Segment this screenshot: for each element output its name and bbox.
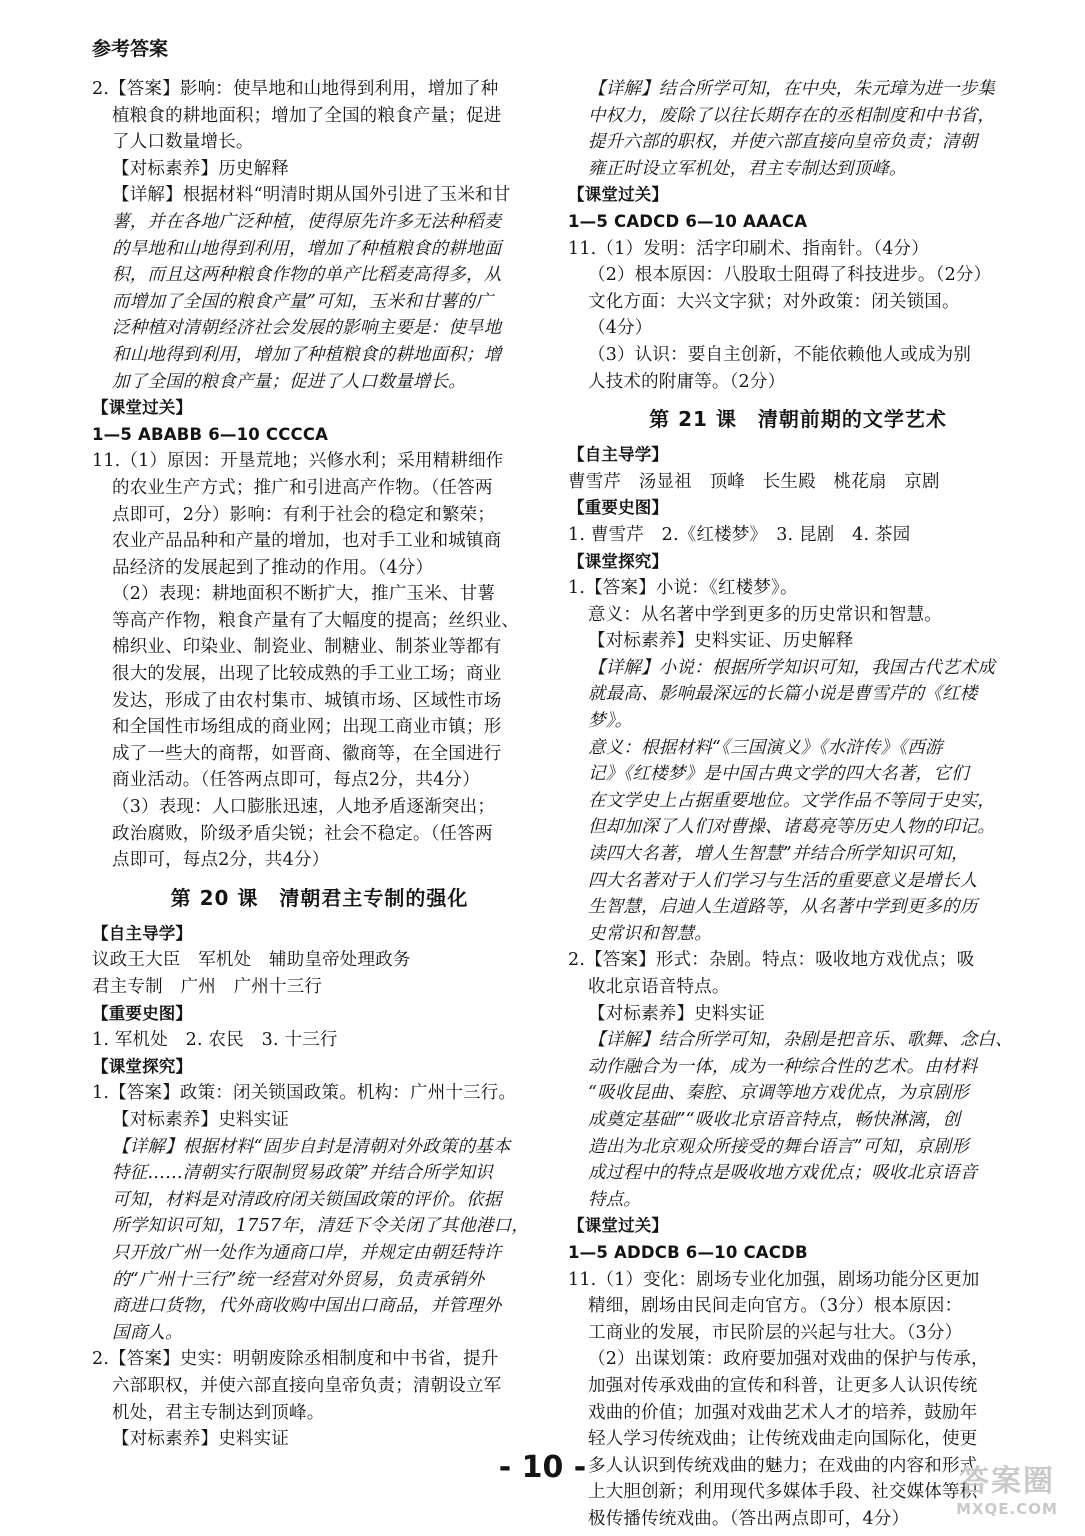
text-line: 史常识和智慧。 — [588, 923, 712, 944]
text-line: 戏曲的价值；加强对戏曲艺术人才的培养，鼓励年 — [588, 1402, 978, 1423]
text-line: （3）认识：要自主创新，不能依赖他人或成为别 — [588, 344, 972, 365]
text-line: 动作融合为一体，成为一种综合性的艺术。由材料 — [588, 1056, 978, 1077]
text-line: 成了一些大的商帮，如晋商、徽商等，在全国进行 — [112, 743, 502, 764]
lesson-title: 第 21 课 清朝前期的文学艺术 — [649, 407, 947, 432]
text-line: 意义：从名著中学到更多的历史常识和智慧。 — [588, 604, 942, 625]
text-line: 【对标素养】史料实证、历史解释 — [588, 631, 854, 652]
text-line: 梦》。 — [588, 711, 633, 732]
text-line: 【对标素养】史料实证 — [112, 1109, 289, 1130]
text-line: 积，而且这两种粮食作物的单产比稻麦高得多，从 — [112, 265, 502, 286]
text-line: 1.【答案】政策：闭关锁国政策。机构：广州十三行。 — [92, 1083, 517, 1104]
text-line: 2.【答案】形式：杂剧。特点：吸收地方戏优点；吸 — [568, 950, 975, 971]
text-line: （2）根本原因：八股取士阻碍了科技进步。（2分） — [588, 265, 992, 286]
section-heading: 【课堂过关】 — [568, 1216, 669, 1236]
text-line: 1. 军机处 2. 农民 3. 十三行 — [92, 1030, 338, 1051]
left-column — [92, 76, 547, 1453]
text-line: 商业活动。（任答两点即可，每点2分，共4分） — [112, 770, 480, 791]
text-line: 加了全国的粮食产量；促进了人口数量增长。 — [112, 371, 466, 392]
text-line: 2.【答案】影响：使旱地和山地得到利用，增加了种 — [92, 79, 499, 99]
right-column — [568, 76, 1028, 1532]
section-heading: 【课堂探究】 — [568, 551, 669, 571]
text-line: 造出为北京观众所接受的舞台语言”可知，京剧形 — [588, 1136, 969, 1157]
section-heading: 1—5 CADCD 6—10 AAACA — [568, 211, 808, 231]
text-line: 曹雪芹 汤显祖 顶峰 长生殿 桃花扇 京剧 — [568, 471, 940, 492]
text-line: 人技术的附庸等。（2分） — [588, 371, 786, 392]
text-line: 但却加深了人们对曹操、诸葛亮等历史人物的印记。 — [588, 817, 996, 838]
text-line: 在文学史上占据重要地位。文学作品不等同于史实， — [588, 790, 996, 811]
text-line: 所学知识可知，1757年，清廷下令关闭了其他港口， — [112, 1216, 530, 1237]
text-line: 发达，形成了由农村集市、城镇市场、区域性市场 — [112, 690, 502, 711]
text-line: 中权力，废除了以往长期存在的丞相制度和中书省， — [588, 105, 996, 126]
text-line: 极传播传统戏曲。（答出两点即可，4分） — [588, 1508, 910, 1529]
text-line: 【详解】根据材料“固步自封是清朝对外政策的基本 — [112, 1136, 511, 1157]
section-heading: 【课堂探究】 — [92, 1056, 193, 1076]
text-line: 而增加了全国的粮食产量”可知，玉米和甘薯的广 — [112, 291, 493, 312]
text-line: 四大名著对于人们学习与生活的重要意义是增长人 — [588, 870, 978, 891]
watermark-logo — [947, 1464, 1067, 1522]
section-heading: 【自主导学】 — [568, 445, 669, 465]
text-line: 11.（1）变化：剧场专业化加强，剧场功能分区更加 — [568, 1269, 980, 1290]
text-line: 轻人学习传统戏曲；让传统戏曲走向国际化，使更 — [588, 1429, 978, 1450]
section-heading: 【课堂过关】 — [92, 398, 193, 418]
text-line: 精细，剧场由民间走向官方。（3分）根本原因： — [588, 1296, 963, 1317]
section-heading: 【重要史图】 — [568, 498, 669, 518]
section-heading: 【重要史图】 — [92, 1003, 193, 1023]
text-line: 提升六部的职权，并使六部直接向皇帝负责；清朝 — [588, 132, 978, 153]
text-line: 的旱地和山地得到利用，增加了种植粮食的耕地面 — [112, 238, 502, 259]
text-line: 品经济的发展起到了推动的作用。（4分） — [112, 557, 434, 578]
section-heading: 1—5 ABABB 6—10 CCCCA — [92, 424, 329, 444]
text-line: 工商业的发展，市民阶层的兴起与壮大。（3分） — [588, 1322, 963, 1343]
text-line: 议政王大臣 军机处 辅助皇帝处理政务 — [92, 950, 411, 971]
text-line: 植粮食的耕地面积；增加了全国的粮食产量；促进 — [112, 105, 502, 126]
text-line: 加强对传承戏曲的宣传和科普，让更多人认识传统 — [588, 1375, 978, 1396]
text-line: 【详解】结合所学可知，在中央，朱元璋为进一步集 — [588, 79, 996, 99]
text-line: 国商人。 — [112, 1322, 183, 1343]
text-line: 上大胆创新；利用现代多媒体手段、社交媒体等积 — [588, 1482, 978, 1503]
text-line: 生智慧，启迪人生道路等，从名著中学到更多的历 — [588, 897, 978, 918]
text-line: 六部职权，并使六部直接向皇帝负责；清朝设立军 — [112, 1375, 502, 1396]
text-line: （4分） — [588, 318, 653, 339]
text-line: 点即可，2分）影响：有利于社会的稳定和繁荣； — [112, 504, 496, 525]
text-line: 11.（1）发明：活字印刷术、指南针。（4分） — [568, 238, 929, 259]
text-line: 薯，并在各地广泛种植，使得原先许多无法种稻麦 — [112, 211, 502, 232]
text-line: 成奠定基础”“吸收北京语音特点，畅快淋漓，创 — [588, 1109, 961, 1130]
text-line: 君主专制 广州 广州十三行 — [92, 977, 323, 997]
section-heading: 1—5 ADDCB 6—10 CACDB — [568, 1242, 808, 1262]
lesson-title: 第 20 课 清朝君主专制的强化 — [170, 885, 469, 910]
text-line: 泛种植对清朝经济社会发展的影响主要是：使旱地 — [112, 318, 502, 339]
text-line: 和全国性市场组成的商业网；出现工商业市镇；形 — [112, 717, 502, 738]
text-line: 商进口货物，代外商收购中国出口商品，并管理外 — [112, 1296, 502, 1317]
text-line: 雍正时设立军机处，君主专制达到顶峰。 — [588, 158, 907, 179]
text-line: 1. 曹雪芹 2.《红楼梦》 3. 昆剧 4. 茶园 — [568, 524, 911, 545]
text-line: 记》《红楼梦》是中国古典文学的四大名著，它们 — [588, 764, 969, 785]
text-line: 就最高、影响最深远的长篇小说是曹雪芹的《红楼 — [588, 684, 978, 705]
text-line: 特点。 — [588, 1189, 642, 1210]
text-line: 【详解】根据材料“明清时期从国外引进了玉米和甘 — [112, 185, 511, 206]
text-line: 的“广州十三行”统一经营对外贸易，负责承销外 — [112, 1269, 485, 1290]
text-line: 【对标素养】历史解释 — [112, 158, 289, 179]
text-line: “吸收昆曲、秦腔、京调等地方戏优点，为京剧形 — [588, 1083, 969, 1104]
text-line: 收北京语音特点。 — [588, 977, 730, 997]
text-line: 读四大名著，增人生智慧”并结合所学知识可知， — [588, 844, 969, 865]
text-line: 【详解】小说：根据所学知识可知，我国古代艺术成 — [588, 657, 996, 678]
text-line: 成过程中的特点是吸收地方戏优点；吸收北京语音 — [588, 1163, 978, 1184]
text-line: 可知，材料是对清政府闭关锁国政策的评价。依据 — [112, 1189, 502, 1210]
text-line: 文化方面：大兴文字狱；对外政策：闭关锁国。 — [588, 291, 960, 312]
section-heading: 【自主导学】 — [92, 923, 193, 943]
text-line: 【对标素养】史料实证 — [112, 1429, 289, 1450]
text-line: （3）表现：人口膨胀迅速，人地矛盾逐渐突出； — [112, 797, 496, 818]
text-line: 2.【答案】史实：明朝废除丞相制度和中书省，提升 — [92, 1349, 499, 1370]
section-heading: 【课堂过关】 — [568, 185, 669, 205]
text-line: 1.【答案】小说：《红楼梦》。 — [568, 578, 798, 599]
text-line: 11.（1）原因：开垦荒地；兴修水利；采用精耕细作 — [92, 451, 504, 472]
text-line: 只开放广州一处作为通商口岸，并规定由朝廷特许 — [112, 1242, 502, 1263]
text-line: 特征……清朝实行限制贸易政策”并结合所学知识 — [112, 1163, 493, 1184]
page-number: - 10 - — [498, 1450, 587, 1485]
text-line: 了人口数量增长。 — [112, 132, 254, 153]
watermark-text: 答案圈 — [959, 1464, 1055, 1499]
text-line: （2）出谋划策：政府要加强对戏曲的保护与传承， — [588, 1349, 989, 1370]
text-line: 和山地得到利用，增加了种植粮食的耕地面积；增 — [112, 344, 502, 365]
text-line: 很大的发展，出现了比较成熟的手工业工场；商业 — [112, 664, 502, 685]
text-line: 多人认识到传统戏曲的魅力；在戏曲的内容和形式 — [588, 1455, 978, 1476]
text-line: 棉织业、印染业、制瓷业、制糖业、制茶业等都有 — [112, 637, 502, 658]
text-line: 的农业生产方式；推广和引进高产作物。（任答两 — [112, 477, 493, 498]
text-line: 机处，君主专制达到顶峰。 — [112, 1402, 325, 1423]
text-line: 点即可，每点2分，共4分） — [112, 850, 330, 871]
text-line: 等高产作物，粮食产量有了大幅度的提高；丝织业、 — [112, 610, 520, 631]
text-line: 【详解】结合所学可知，杂剧是把音乐、歌舞、念白、 — [588, 1030, 1013, 1051]
page-header: 参考答案 — [92, 38, 169, 60]
text-line: 农业产品品种和产量的增加，也对手工业和城镇商 — [112, 531, 502, 552]
watermark-url: MXQE.COM — [956, 1500, 1058, 1518]
text-line: 政治腐败，阶级矛盾尖锐；社会不稳定。（任答两 — [112, 823, 493, 844]
text-line: 【对标素养】史料实证 — [588, 1003, 765, 1024]
text-line: 意义：根据材料“《三国演义》《水浒传》《西游 — [588, 737, 943, 758]
text-line: （2）表现：耕地面积不断扩大，推广玉米、甘薯 — [112, 584, 496, 605]
